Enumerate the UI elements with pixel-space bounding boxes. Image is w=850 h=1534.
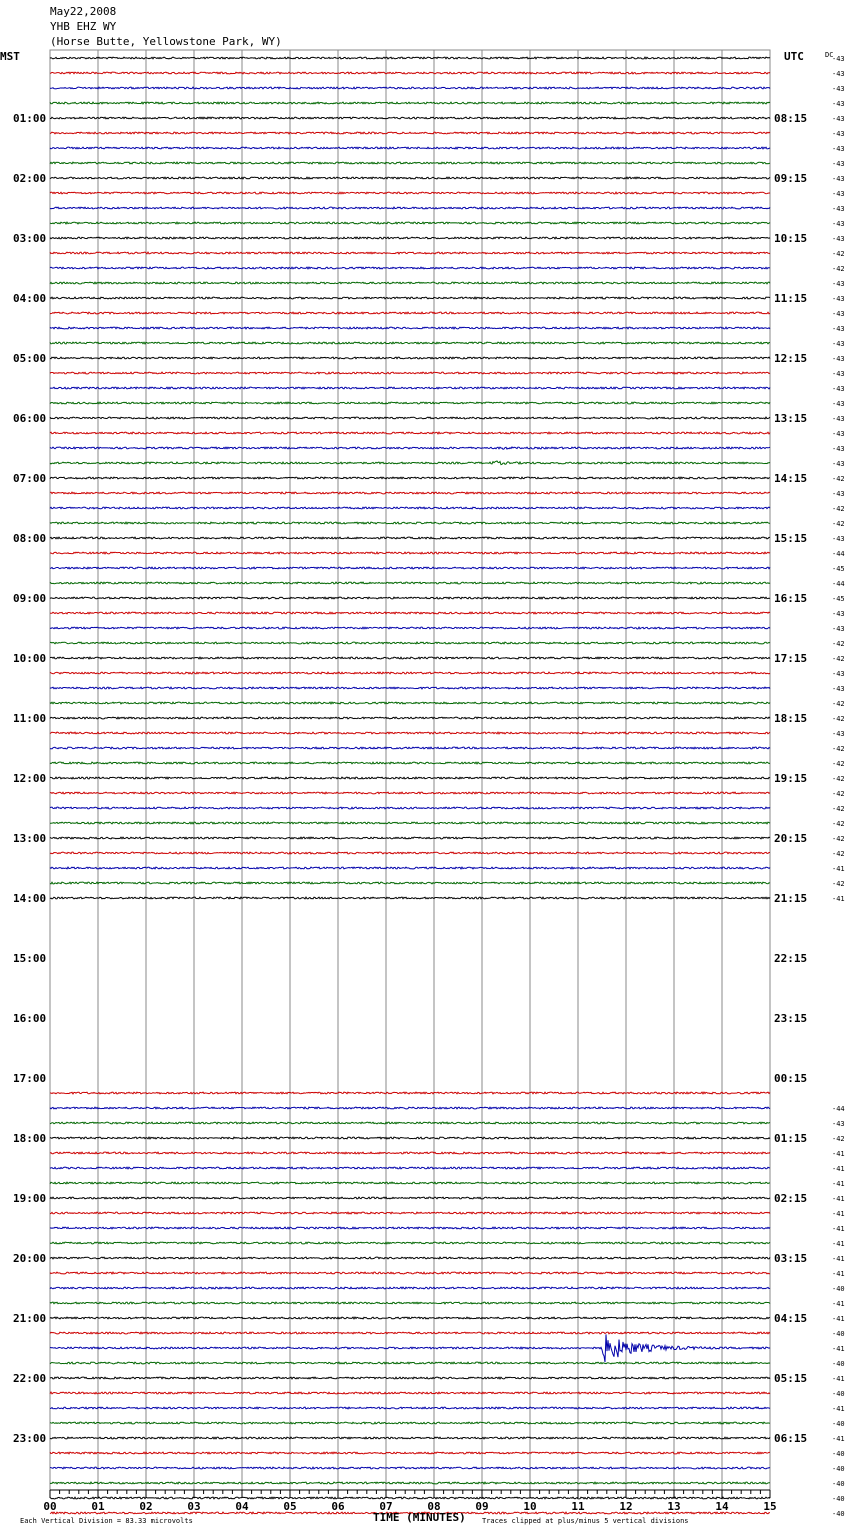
dc-offset-label: -42 <box>832 265 845 273</box>
trace-line <box>50 357 770 359</box>
dc-offset-label: -43 <box>832 325 845 333</box>
trace-line <box>50 567 770 569</box>
dc-offset-label: -43 <box>832 70 845 78</box>
x-tick-label: 09 <box>475 1500 489 1513</box>
right-hour-label: 20:15 <box>774 832 808 845</box>
dc-offset-label: -45 <box>832 595 845 603</box>
trace-line <box>50 477 770 479</box>
trace-line <box>50 162 770 164</box>
trace-line <box>50 417 770 419</box>
dc-offset-label: -41 <box>832 1315 845 1323</box>
dc-offset-label: -42 <box>832 790 845 798</box>
trace-line <box>50 372 770 374</box>
left-hour-label: 14:00 <box>13 892 47 905</box>
trace-line <box>50 1377 770 1379</box>
trace-line <box>50 282 770 284</box>
dc-offset-label: -41 <box>832 1345 845 1353</box>
trace-line <box>50 461 770 465</box>
right-hour-label: 02:15 <box>774 1192 808 1205</box>
right-hour-label: 04:15 <box>774 1312 808 1325</box>
dc-offset-label: -42 <box>832 700 845 708</box>
trace-line <box>50 1407 770 1409</box>
trace-line <box>50 1092 770 1094</box>
dc-offset-label: -41 <box>832 1300 845 1308</box>
dc-offset-label: -43 <box>832 55 845 63</box>
x-axis-title: TIME (MINUTES) <box>373 1511 466 1524</box>
left-hour-label: 21:00 <box>13 1312 47 1325</box>
trace-line <box>50 297 770 299</box>
dc-offset-label: -43 <box>832 130 845 138</box>
dc-offset-label: -43 <box>832 220 845 228</box>
dc-header-label: DC <box>825 51 834 59</box>
left-hour-label: 18:00 <box>13 1132 47 1145</box>
trace-line <box>50 57 770 59</box>
trace-line <box>50 897 770 899</box>
trace-line <box>50 102 770 104</box>
dc-offset-label: -43 <box>832 175 845 183</box>
trace-line <box>50 537 770 539</box>
trace-line <box>50 222 770 224</box>
right-hour-label: 19:15 <box>774 772 808 785</box>
clip-note: Traces clipped at plus/minus 5 vertical divisions <box>482 1517 689 1525</box>
trace-line <box>50 1287 770 1289</box>
dc-offset-label: -41 <box>832 895 845 903</box>
right-hour-label: 22:15 <box>774 952 808 965</box>
trace-line <box>50 207 770 209</box>
dc-offset-label: -43 <box>832 1120 845 1128</box>
dc-offset-label: -40 <box>832 1450 845 1458</box>
trace-line <box>50 552 770 554</box>
trace-line <box>50 747 770 749</box>
dc-offset-label: -43 <box>832 295 845 303</box>
trace-line <box>50 1392 770 1394</box>
dc-offset-label: -43 <box>832 385 845 393</box>
dc-offset-label: -42 <box>832 250 845 258</box>
trace-line <box>50 447 770 449</box>
trace-line <box>50 1452 770 1454</box>
trace-line <box>50 627 770 629</box>
dc-offset-label: -41 <box>832 1435 845 1443</box>
dc-offset-label: -43 <box>832 190 845 198</box>
left-hour-label: 12:00 <box>13 772 47 785</box>
left-hour-label: 20:00 <box>13 1252 47 1265</box>
right-hour-label: 10:15 <box>774 232 808 245</box>
left-hour-label: 01:00 <box>13 112 47 125</box>
trace-line <box>50 597 770 599</box>
trace-line <box>50 807 770 809</box>
right-hour-label: 05:15 <box>774 1372 808 1385</box>
dc-offset-label: -43 <box>832 85 845 93</box>
dc-offset-label: -43 <box>832 370 845 378</box>
trace-line <box>50 1122 770 1124</box>
trace-line <box>50 237 770 239</box>
x-tick-label: 05 <box>283 1500 297 1513</box>
left-hour-label: 11:00 <box>13 712 47 725</box>
right-hour-label: 09:15 <box>774 172 808 185</box>
dc-offset-label: -42 <box>832 835 845 843</box>
trace-line <box>50 672 770 674</box>
x-tick-label: 11 <box>571 1500 585 1513</box>
dc-offset-label: -41 <box>832 1375 845 1383</box>
left-hour-label: 04:00 <box>13 292 47 305</box>
x-tick-label: 04 <box>235 1500 249 1513</box>
trace-line <box>50 1482 770 1484</box>
trace-line <box>50 1212 770 1214</box>
trace-line <box>50 777 770 779</box>
trace-line <box>50 1437 770 1439</box>
trace-line <box>50 612 770 614</box>
left-hour-label: 19:00 <box>13 1192 47 1205</box>
x-tick-label: 07 <box>379 1500 393 1513</box>
x-tick-label: 03 <box>187 1500 201 1513</box>
trace-line <box>50 582 770 584</box>
dc-offset-label: -42 <box>832 850 845 858</box>
dc-offset-label: -41 <box>832 1405 845 1413</box>
trace-line <box>50 72 770 74</box>
trace-line <box>50 717 770 719</box>
trace-line <box>50 432 770 434</box>
x-tick-label: 12 <box>619 1500 633 1513</box>
dc-offset-label: -41 <box>832 1225 845 1233</box>
dc-offset-label: -42 <box>832 880 845 888</box>
dc-offset-label: -42 <box>832 640 845 648</box>
right-timezone-label: UTC <box>784 50 804 63</box>
dc-offset-label: -40 <box>832 1510 845 1518</box>
trace-line <box>50 882 770 884</box>
trace-line <box>50 822 770 824</box>
trace-line <box>50 687 770 689</box>
dc-offset-label: -43 <box>832 535 845 543</box>
dc-offset-label: -42 <box>832 745 845 753</box>
station-location: (Horse Butte, Yellowstone Park, WY) <box>50 35 282 48</box>
x-tick-label: 08 <box>427 1500 441 1513</box>
dc-offset-label: -41 <box>832 1270 845 1278</box>
dc-offset-label: -41 <box>832 1210 845 1218</box>
trace-line <box>50 252 770 254</box>
x-tick-label: 06 <box>331 1500 345 1513</box>
trace-line <box>50 132 770 134</box>
dc-offset-label: -41 <box>832 1195 845 1203</box>
left-hour-label: 05:00 <box>13 352 47 365</box>
dc-offset-label: -43 <box>832 625 845 633</box>
trace-line <box>50 1422 770 1424</box>
dc-offset-label: -43 <box>832 730 845 738</box>
dc-offset-label: -43 <box>832 310 845 318</box>
dc-offset-label: -43 <box>832 430 845 438</box>
right-hour-label: 00:15 <box>774 1072 808 1085</box>
trace-line <box>50 1272 770 1274</box>
dc-offset-label: -40 <box>832 1495 845 1503</box>
left-hour-label: 10:00 <box>13 652 47 665</box>
trace-line <box>50 852 770 854</box>
left-hour-label: 07:00 <box>13 472 47 485</box>
dc-offset-label: -42 <box>832 505 845 513</box>
dc-offset-label: -43 <box>832 685 845 693</box>
right-hour-label: 01:15 <box>774 1132 808 1145</box>
trace-line <box>50 327 770 329</box>
right-hour-label: 12:15 <box>774 352 808 365</box>
left-hour-label: 02:00 <box>13 172 47 185</box>
right-hour-label: 18:15 <box>774 712 808 725</box>
trace-line <box>50 657 770 659</box>
dc-offset-label: -41 <box>832 1165 845 1173</box>
right-hour-label: 15:15 <box>774 532 808 545</box>
trace-line <box>50 1362 770 1364</box>
left-hour-label: 03:00 <box>13 232 47 245</box>
dc-offset-label: -42 <box>832 655 845 663</box>
trace-line <box>50 1302 770 1304</box>
left-hour-label: 22:00 <box>13 1372 47 1385</box>
dc-offset-label: -43 <box>832 445 845 453</box>
dc-offset-label: -43 <box>832 280 845 288</box>
trace-line <box>50 342 770 344</box>
dc-offset-label: -43 <box>832 115 845 123</box>
trace-line <box>50 837 770 839</box>
trace-line <box>50 1317 770 1319</box>
right-hour-label: 13:15 <box>774 412 808 425</box>
trace-line <box>50 1242 770 1244</box>
right-hour-label: 17:15 <box>774 652 808 665</box>
x-tick-label: 02 <box>139 1500 153 1513</box>
dc-offset-label: -40 <box>832 1390 845 1398</box>
trace-line <box>50 1182 770 1184</box>
trace-line <box>50 1497 770 1499</box>
left-hour-label: 09:00 <box>13 592 47 605</box>
dc-offset-label: -42 <box>832 715 845 723</box>
dc-offset-label: -44 <box>832 580 845 588</box>
dc-offset-label: -40 <box>832 1465 845 1473</box>
dc-offset-label: -42 <box>832 1135 845 1143</box>
right-hour-label: 16:15 <box>774 592 808 605</box>
dc-offset-label: -42 <box>832 520 845 528</box>
dc-offset-label: -41 <box>832 1255 845 1263</box>
dc-offset-label: -40 <box>832 1285 845 1293</box>
right-hour-label: 08:15 <box>774 112 808 125</box>
trace-line <box>50 702 770 704</box>
trace-line <box>50 1197 770 1199</box>
dc-offset-label: -40 <box>832 1360 845 1368</box>
dc-offset-label: -40 <box>832 1480 845 1488</box>
trace-line <box>50 762 770 764</box>
left-hour-label: 08:00 <box>13 532 47 545</box>
trace-line <box>50 1227 770 1229</box>
dc-offset-label: -43 <box>832 160 845 168</box>
trace-line <box>50 267 770 269</box>
trace-line <box>50 387 770 389</box>
trace-line <box>50 1334 770 1362</box>
dc-offset-label: -42 <box>832 805 845 813</box>
trace-line <box>50 192 770 194</box>
x-tick-label: 13 <box>667 1500 681 1513</box>
scale-note: Each Vertical Division = 83.33 microvolts <box>20 1517 193 1525</box>
trace-line <box>50 87 770 89</box>
dc-offset-label: -42 <box>832 760 845 768</box>
trace-line <box>50 507 770 509</box>
trace-line <box>50 867 770 869</box>
trace-line <box>50 732 770 734</box>
dc-offset-label: -43 <box>832 100 845 108</box>
plot-date: May22,2008 <box>50 5 117 18</box>
right-hour-label: 23:15 <box>774 1012 808 1025</box>
dc-offset-label: -41 <box>832 1180 845 1188</box>
left-timezone-label: MST <box>0 50 20 63</box>
trace-line <box>50 312 770 314</box>
x-tick-label: 01 <box>91 1500 105 1513</box>
trace-line <box>50 1137 770 1139</box>
trace-line <box>50 792 770 794</box>
trace-line <box>50 492 770 494</box>
dc-offset-label: -42 <box>832 820 845 828</box>
trace-line <box>50 117 770 119</box>
trace-line <box>50 1332 770 1334</box>
dc-offset-label: -42 <box>832 475 845 483</box>
trace-line <box>50 1167 770 1169</box>
x-tick-label: 10 <box>523 1500 537 1513</box>
left-hour-label: 17:00 <box>13 1072 47 1085</box>
dc-offset-label: -41 <box>832 1240 845 1248</box>
left-hour-label: 06:00 <box>13 412 47 425</box>
dc-offset-label: -42 <box>832 775 845 783</box>
trace-line <box>50 642 770 644</box>
dc-offset-label: -43 <box>832 490 845 498</box>
trace-line <box>50 402 770 404</box>
right-hour-label: 21:15 <box>774 892 808 905</box>
trace-line <box>50 522 770 524</box>
trace-line <box>50 147 770 149</box>
axis-labels <box>0 50 845 1525</box>
dc-offset-label: -43 <box>832 670 845 678</box>
dc-offset-label: -43 <box>832 610 845 618</box>
trace-line <box>50 1107 770 1109</box>
dc-offset-label: -40 <box>832 1420 845 1428</box>
dc-offset-label: -43 <box>832 145 845 153</box>
x-tick-label: 00 <box>43 1500 57 1513</box>
dc-offset-label: -43 <box>832 460 845 468</box>
dc-offset-label: -41 <box>832 865 845 873</box>
dc-offset-label: -43 <box>832 415 845 423</box>
x-tick-label: 15 <box>763 1500 777 1513</box>
right-hour-label: 11:15 <box>774 292 808 305</box>
trace-line <box>50 1467 770 1469</box>
dc-offset-label: -43 <box>832 400 845 408</box>
right-hour-label: 14:15 <box>774 472 808 485</box>
dc-offset-label: -43 <box>832 205 845 213</box>
dc-offset-label: -44 <box>832 550 845 558</box>
dc-offset-label: -40 <box>832 1330 845 1338</box>
trace-line <box>50 1257 770 1259</box>
right-hour-label: 03:15 <box>774 1252 808 1265</box>
right-hour-label: 06:15 <box>774 1432 808 1445</box>
left-hour-label: 13:00 <box>13 832 47 845</box>
x-tick-label: 14 <box>715 1500 729 1513</box>
dc-offset-label: -43 <box>832 235 845 243</box>
station-code: YHB EHZ WY <box>50 20 117 33</box>
dc-offset-label: -44 <box>832 1105 845 1113</box>
dc-offset-label: -43 <box>832 340 845 348</box>
left-hour-label: 16:00 <box>13 1012 47 1025</box>
trace-line <box>50 1152 770 1154</box>
dc-offset-label: -41 <box>832 1150 845 1158</box>
dc-offset-label: -45 <box>832 565 845 573</box>
trace-line <box>50 177 770 179</box>
dc-offset-label: -43 <box>832 355 845 363</box>
seismic-traces <box>50 57 770 1514</box>
left-hour-label: 23:00 <box>13 1432 47 1445</box>
left-hour-label: 15:00 <box>13 952 47 965</box>
